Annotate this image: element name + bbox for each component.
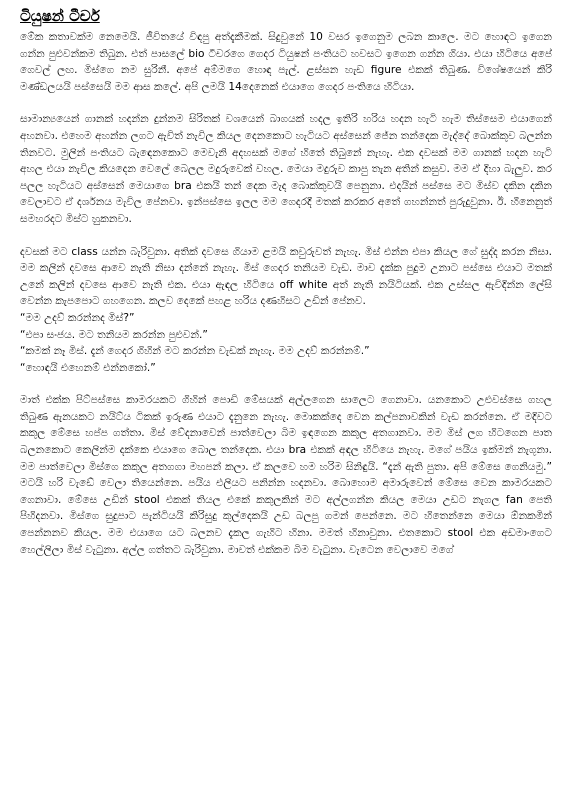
paragraph-gap [20, 95, 552, 111]
document-title: ටියුෂන් ටීචර් [20, 7, 100, 25]
paragraph-1: මේක කතාවක්ම නෙමෙයි. ජීවිතයේ විඳපු අත්දැකීමක්. සිදුවුනේ 10 වසර ඉගෙනුම ලබන කාලෙ. මට හොඳට ඉගෙන ගන්න පුළුවන්කම තිබුන. එත් පාසලේ bio ටීචරගෙ ගෙදර ටියුෂන් පංතියට හවසට ඉගෙන ගන්න ගියා. එයා හිටියෙ අපේ ගෙවල් ලඟ. මිස්ගෙ නම සුරිනී. අපේ අම්මගෙ හොඳ පැල්. ළස්සන හැඩ figure එකක් තිබුණ. විශේෂයෙන් කිරි මණ්ඩලයයි පස්සෙයි මම ආස කලේ. අපි ලමයි 14දෙනෙක් එයාගෙ ගෙදර පංතියෙ හිටියා. [20, 31, 556, 93]
document-page [20, 6, 556, 558]
paragraph-gap [20, 376, 552, 392]
paragraph-2: සාමාන්‍යයෙන් ගානක් හදන්න දුන්නම සිරිතක් වශයෙන් බාගයක් හදල ඉතිරි හරිය හදන හැටි හැම තිස්සෙම එයාගෙන් අහනවා. එහෙම අහන්න ලගට ඇවිත් නැවිල කියල දෙනකොට හැටියට අස්සෙන් ජේන තන්දෙක මැද්දේ බොක්කුව බලන්න තිනවට. මුලින් පංතියට බැඳෙනකොට මෙවැනි අදහසක් මගේ හිතේ තිබුනේ නැහැ. එක දවසක් මම ගානක් හදන හැටි අහල එයා නැවිල කියදෙන වෙලේ බෙලල මදුරුවෙක් වහල. මෙයා මදුරුව කාපු තැන අතින් කසුව. මම ඒ දිහා බැලුව. කර පලල හැටියට අස්සෙන් මෙයාගෙ bra එකයි තන් දෙක මැද බොක්කුවයි පෙනුනා. එදයින් පස්සෙ මට මිස්ව දකින දකින වෙලාවට ඒ දර්ශනය මැවිල පේනවා. ඉන්පස්සෙ ඉලල මම ගෙදරදී මතක් කරකර අතේ ගහන්නත් පුරුදුවුනා. ඊ. හීනෙනුත් සමහරදට මිස්ට හුකනවා. [20, 113, 556, 225]
paragraph-3: දවසක් මට class යන්න බැරිවුනා. අතික් දවසෙ ගියාම ළමයි කවුරුවත් නැහැ. මිස් එන්න එපා කියල ගේ සුද්ද කරන නිසා. මම කලින් දවසෙ ආවෙ නැති නිසා දන්නේ නැහැ. මිස් ගෙදර තනියම වැඩ. මාව දැක්ක පුදුම උනාට පස්සෙ එයාට මතක් උනේ කලින් දවසෙ ආවෙ නැති එක. එයා ඇඳල හිටියෙ off white අත් නැති නයිටියක්. එක උස්සල ඇවිදින්න ලේසි වෙන්න කැපපොට ගහගෙන. කලව දෙකේ පහළ හරිය දණහිසට උඩින් පේනව. [20, 245, 556, 308]
dialogue-line-3: “කමක් නෑ මිස්. දැන් ගෙදර ගිහින් මට කරන්න වැඩක් නැහැ. මම උදව් කරන්නම්.” [20, 345, 370, 358]
dialogue-line-2: “එපා සංජය. මට තනියම කරන්න පුළුවන්.” [20, 328, 208, 341]
paragraph-4: මාත් එක්ක පිට්පස්සෙ කාමරයකට ගිහින් පොඩි මේසයක් අල්ලගෙන සාලෙට ගෙනාවා. යනකොට උළුවස්සෙ ගහල තිබුණ ඇනයකට නයිට්ය ටිකක් ඉරුණ එයාට දැනුනෙ නැහැ. මොකක්දෙ වෙන කල්පනාවකින් වැඩ කරන්නෙ. ඒ මදිවට කකුල මේසෙ හප්ප ගත්තා. මිස් වේදනාවෙන් පාත්වෙලා බිම ඉඳගෙන කකුල අතගානවා. මම මිස් ලග හිටගෙන පාත බලනකොට කෙලින්ම දක්කෙ එයාගෙ බොල තන්දෙක. එයා bra එකක් අඳල හිටියෙ නැහැ. මගේ පයිය ඉක්මන් නැගුනා. මම පාත්වෙලා මිස්ගෙ කකුල අතගගා මහපන් කලා. ඒ කලවෙ හම හරිම සිනිඳුයි. “දැන් ඇති පුතා. අපි මේසෙ ගෙනියමු.” මටයි හරි වැඩේ වෙලා තියෙන්නෙ. පයිය එලියට පනින්න හදනවා. බොහොම අමාරුවෙන් මේසෙ වෙන කාමරයකට ගෙනාවා. මේසෙ උඩින් stool එකක් තියල එකේ කකුලකින් මට අල්ලගන්න කියල මෙයා උඩට නැගල fan පෙති පිහිදනවා. මිස්ගෙ සුදුපාට පැන්ටියයි කිරිසුදු කුල්දෙකයි උඩ බලපු ගමන් පෙන්නෙ. මට හිතෙන්නෙ මෙයා ඕනකමින් පෙන්නනව කියල. මම එයාගෙ යට බලනව දැකල ගැහිට හිනා. මමත් හිනාවුනා. එතකොට stool එක අඩමාංගෙට හෙල්ලිලා මිස් වැටුනා. අල්ල ගත්තට බැරිවුනා. මාවත් එක්කම බිම වැටුනා. වැටෙන වෙලාවෙ මගේ [20, 394, 556, 556]
dialogue-line-1: “මම උදව් කරන්නද මිස්?” [20, 311, 135, 324]
dialogue-line-4: “හොඳයි එහෙනම් එන්නකෝ.” [20, 361, 156, 374]
paragraph-gap [20, 228, 552, 244]
